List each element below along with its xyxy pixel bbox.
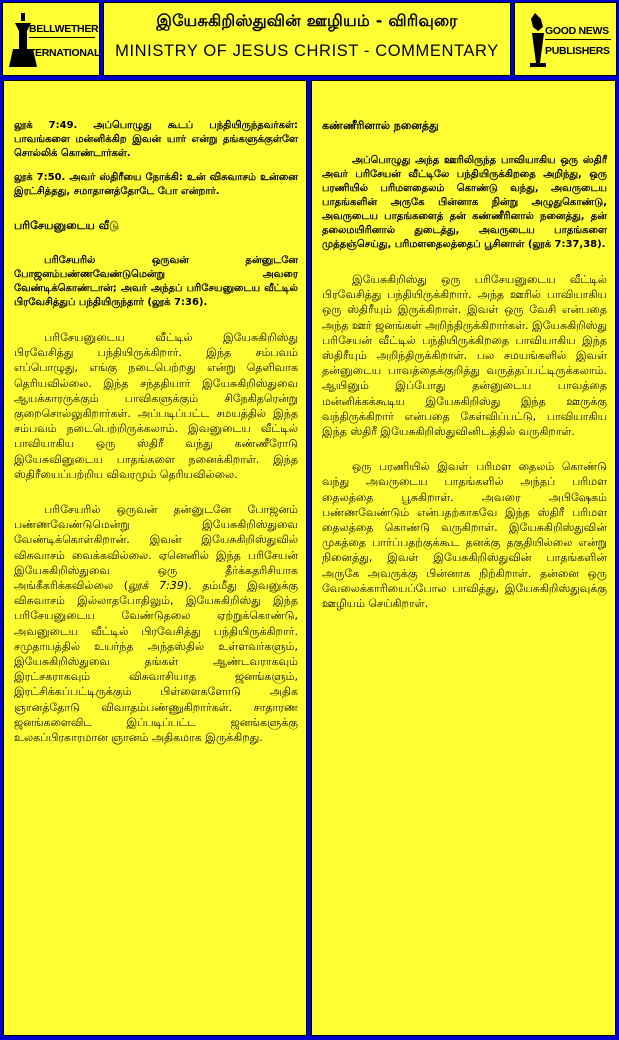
verse-50: லூக் 7:50. அவர் ஸ்திரீயை நோக்கி: உன் விசுவாசம் உன்னை இரட்சித்தது, சமாதானத்தோடே போ என்றார். — [14, 172, 298, 197]
title-english: MINISTRY OF JESUS CHRIST - COMMENTARY — [115, 42, 499, 60]
header-title — [103, 2, 511, 76]
logo-left-line2: INTERNATIONAL — [19, 47, 101, 59]
section-heading-right: கண்ணீரினால் நனைத்து — [322, 119, 439, 132]
intro-verse-right: அப்பொழுது அந்த ஊரிலிருந்த பாவியாகிய ஒரு ஸ்திரீ அவர் பரிசேயன் வீட்டிலே பந்தியிருக்கிறதை அறிந்து, ஒரு பரணியில் பரிமளதைலம் கொண்டு வந்து, அவருடைய பாதங்களின் அருகே பின்னாக நின்று அழுதுகொண்டு, அவருடைய பாதங்களைத் தன் கண்ணீரினால் நனைத்து, தன் தலைமயிரினால் துடைத்து, அவருடைய பாதங்களை முத்தஞ்செய்து, பரிமளதைலத்தைப் பூசினாள் (லூக் 7:37,38). — [322, 155, 607, 250]
paragraph-right-2: ஒரு பரணியில் இவள் பரிமள தைலம் கொண்டு வந்து அவருடைய பாதங்களில் அந்தப் பரிமள தைலத்தை பூசுகிறாள். அவரை அபிஷேகம் பண்ணவேண்டும் என்பதற்காகவே இந்த ஸ்திரீ பரிமள தைலத்தை கொண்டு வருகிறாள். இயேசுகிறிஸ்துவின் முகத்தை பார்ப்பதற்குக்கூட தனக்கு தகுதியில்லை என்று நினைத்து, இவள் இயேசுகிறிஸ்துவின் பாதங்களின் அருகே அவருக்கு பின்னாக நிற்கிறாள். தன்னை ஒரு வேலைக்காரியைப்போல பாவித்து, இயேசுகிறிஸ்துவுக்கு ஊழியம் செய்கிறாள். — [322, 460, 607, 611]
logo-left-rule — [29, 37, 95, 38]
good-news-logo — [514, 2, 617, 76]
paragraph-left-2 — [4, 502, 306, 745]
logo-right-line1: GOOD NEWS — [545, 25, 609, 37]
bellwether-logo — [2, 2, 100, 76]
torch-icon — [525, 13, 551, 69]
paragraph-left-1: பரிசேயனுடைய வீட்டில் இயேசுகிறிஸ்து பிரவேசித்து பந்தியிருக்கிறார். இந்த சம்பவம் எப்பொழுது, எங்கு நடைபெற்றது என்று தெளிவாக தெரியவில்லை. இந்த சந்ததியார் இயேசுகிறிஸ்துவை ஆயக்காரருக்கும் பாவிகளுக்கும் சிநேகிதரென்று குறைசொல்லுகிறார்கள். அப்படிப்பட்ட சமயத்தில் இந்த சம்பவம் நடைபெற்றிருக்கலாம். இவனுடைய வீட்டில் பாவியாகிய ஒரு ஸ்திரீ வந்து கண்ணீரோடு இயேசுவினுடைய பாதங்களை நனைக்கிறாள். இந்த ஸ்திரீயைப்பற்றிய விவரமும் தெரியவில்லை. — [14, 331, 298, 481]
logo-left-line1: BELLWETHER — [29, 23, 99, 35]
paragraph-left-2b: ). தம்மீது இவனுக்கு விசுவாசம் இல்லாதபோதிலும், இயேசுகிறிஸ்து இந்த பரிசேயனுடைய வேண்டுதலை ஏற்றுக்கொண்டு, அவனுடைய வீட்டில் பிரவேசித்து பந்தியிருக்கிறார். சமுதாயத்தில் உயர்ந்த அந்தஸ்தில் உள்ளவர்களும், இயேசுகிறிஸ்துவை தங்கள் ஆண்டவராகவும் இரட்சகராகவும் விசுவாசியாத ஜனங்களும், இரட்சிக்கப்பட்டிருக்கும் பிள்ளைகளோடு அதிக ஞானத்தோடு விவாதம்பண்ணுகிறார்கள். சாதாரண ஜனங்களைவிட இப்படிப்பட்ட ஜனங்களுக்கு உலகப்பிரகாரமான ஞானம் அதிகமாக இருக்கிறது. — [14, 579, 298, 745]
intro-verse-left: பரிசேயரில் ஒருவன் தன்னுடனே போஜனம்பண்ணவேண்டுமென்று அவரை வேண்டிக்கொண்டான்; அவர் அந்தப் பரிசேயனுடைய வீட்டில் பிரவேசித்துப் பந்தியிருந்தார் (லூக் 7:36). — [14, 255, 298, 308]
title-tamil: இயேசுகிறிஸ்துவின் ஊழியம் - விரிவுரை — [156, 11, 458, 30]
paragraph-right-1: இயேசுகிறிஸ்து ஒரு பரிசேயனுடைய வீட்டில் பிரவேசித்து பந்தியிருக்கிறார். அந்த ஊரில் பாவியாகிய ஒரு ஸ்திரீயும் இருக்கிறாள். இவள் ஒரு வேசி என்பதை அந்த ஊர் ஜனங்கள் அறிந்திருக்கிறார்கள். இயேசுகிறிஸ்து பரிசேயன் வீட்டில் பந்தியிருக்கிறதை பாவியாகிய இந்த ஸ்திரீயும் அறிந்திருக்கிறாள். பல சமயங்களில் இவள் தன்னுடைய பாவத்தைக்குறித்து வருத்தப்பட்டிருக்கலாம். ஆயினும் இப்போது தன்னுடைய பாவத்தை மன்னிக்கக்கூடிய இயேசுகிறிஸ்து இந்த ஊருக்கு வந்திருக்கிறார் என்பதை கேள்விப்பட்டு, பாவியாகிய இந்த ஸ்திரீ இயேசுகிறிஸ்துவினிடத்தில் வருகிறாள். — [322, 273, 607, 439]
left-column — [3, 80, 307, 1036]
verse-49: லூக் 7:49. அப்பொழுது கூடப் பந்தியிருந்தவர்கள்: பாவங்களை மன்னிக்கிற இவன் யார் என்று தங்களுக்குள்ளே சொல்லிக் கொண்டார்கள். — [14, 120, 298, 159]
logo-right-rule — [545, 39, 611, 40]
logo-right-line2: PUBLISHERS — [545, 45, 610, 57]
right-column — [311, 80, 616, 1036]
tower-icon — [9, 13, 39, 69]
paragraph-left-2a: பரிசேயரில் ஒருவன் தன்னுடனே போஜனம் பண்ணவேண்டுமென்று இயேசுகிறிஸ்துவை வேண்டிக்கொள்கிறான். இவன் இயேசுகிறிஸ்துவில் விசுவாசம் வைக்கவில்லை. ஏனெனில் இந்த பரிசேயன் இயேசுகிறிஸ்துவை ஒரு தீர்க்கதரிசியாக அங்கீகரிக்கவில்லை ( — [14, 503, 298, 593]
section-heading-left: பரிசேயனுடைய வீடு — [14, 219, 119, 232]
scripture-reference: லூக் 7:39 — [128, 579, 184, 593]
